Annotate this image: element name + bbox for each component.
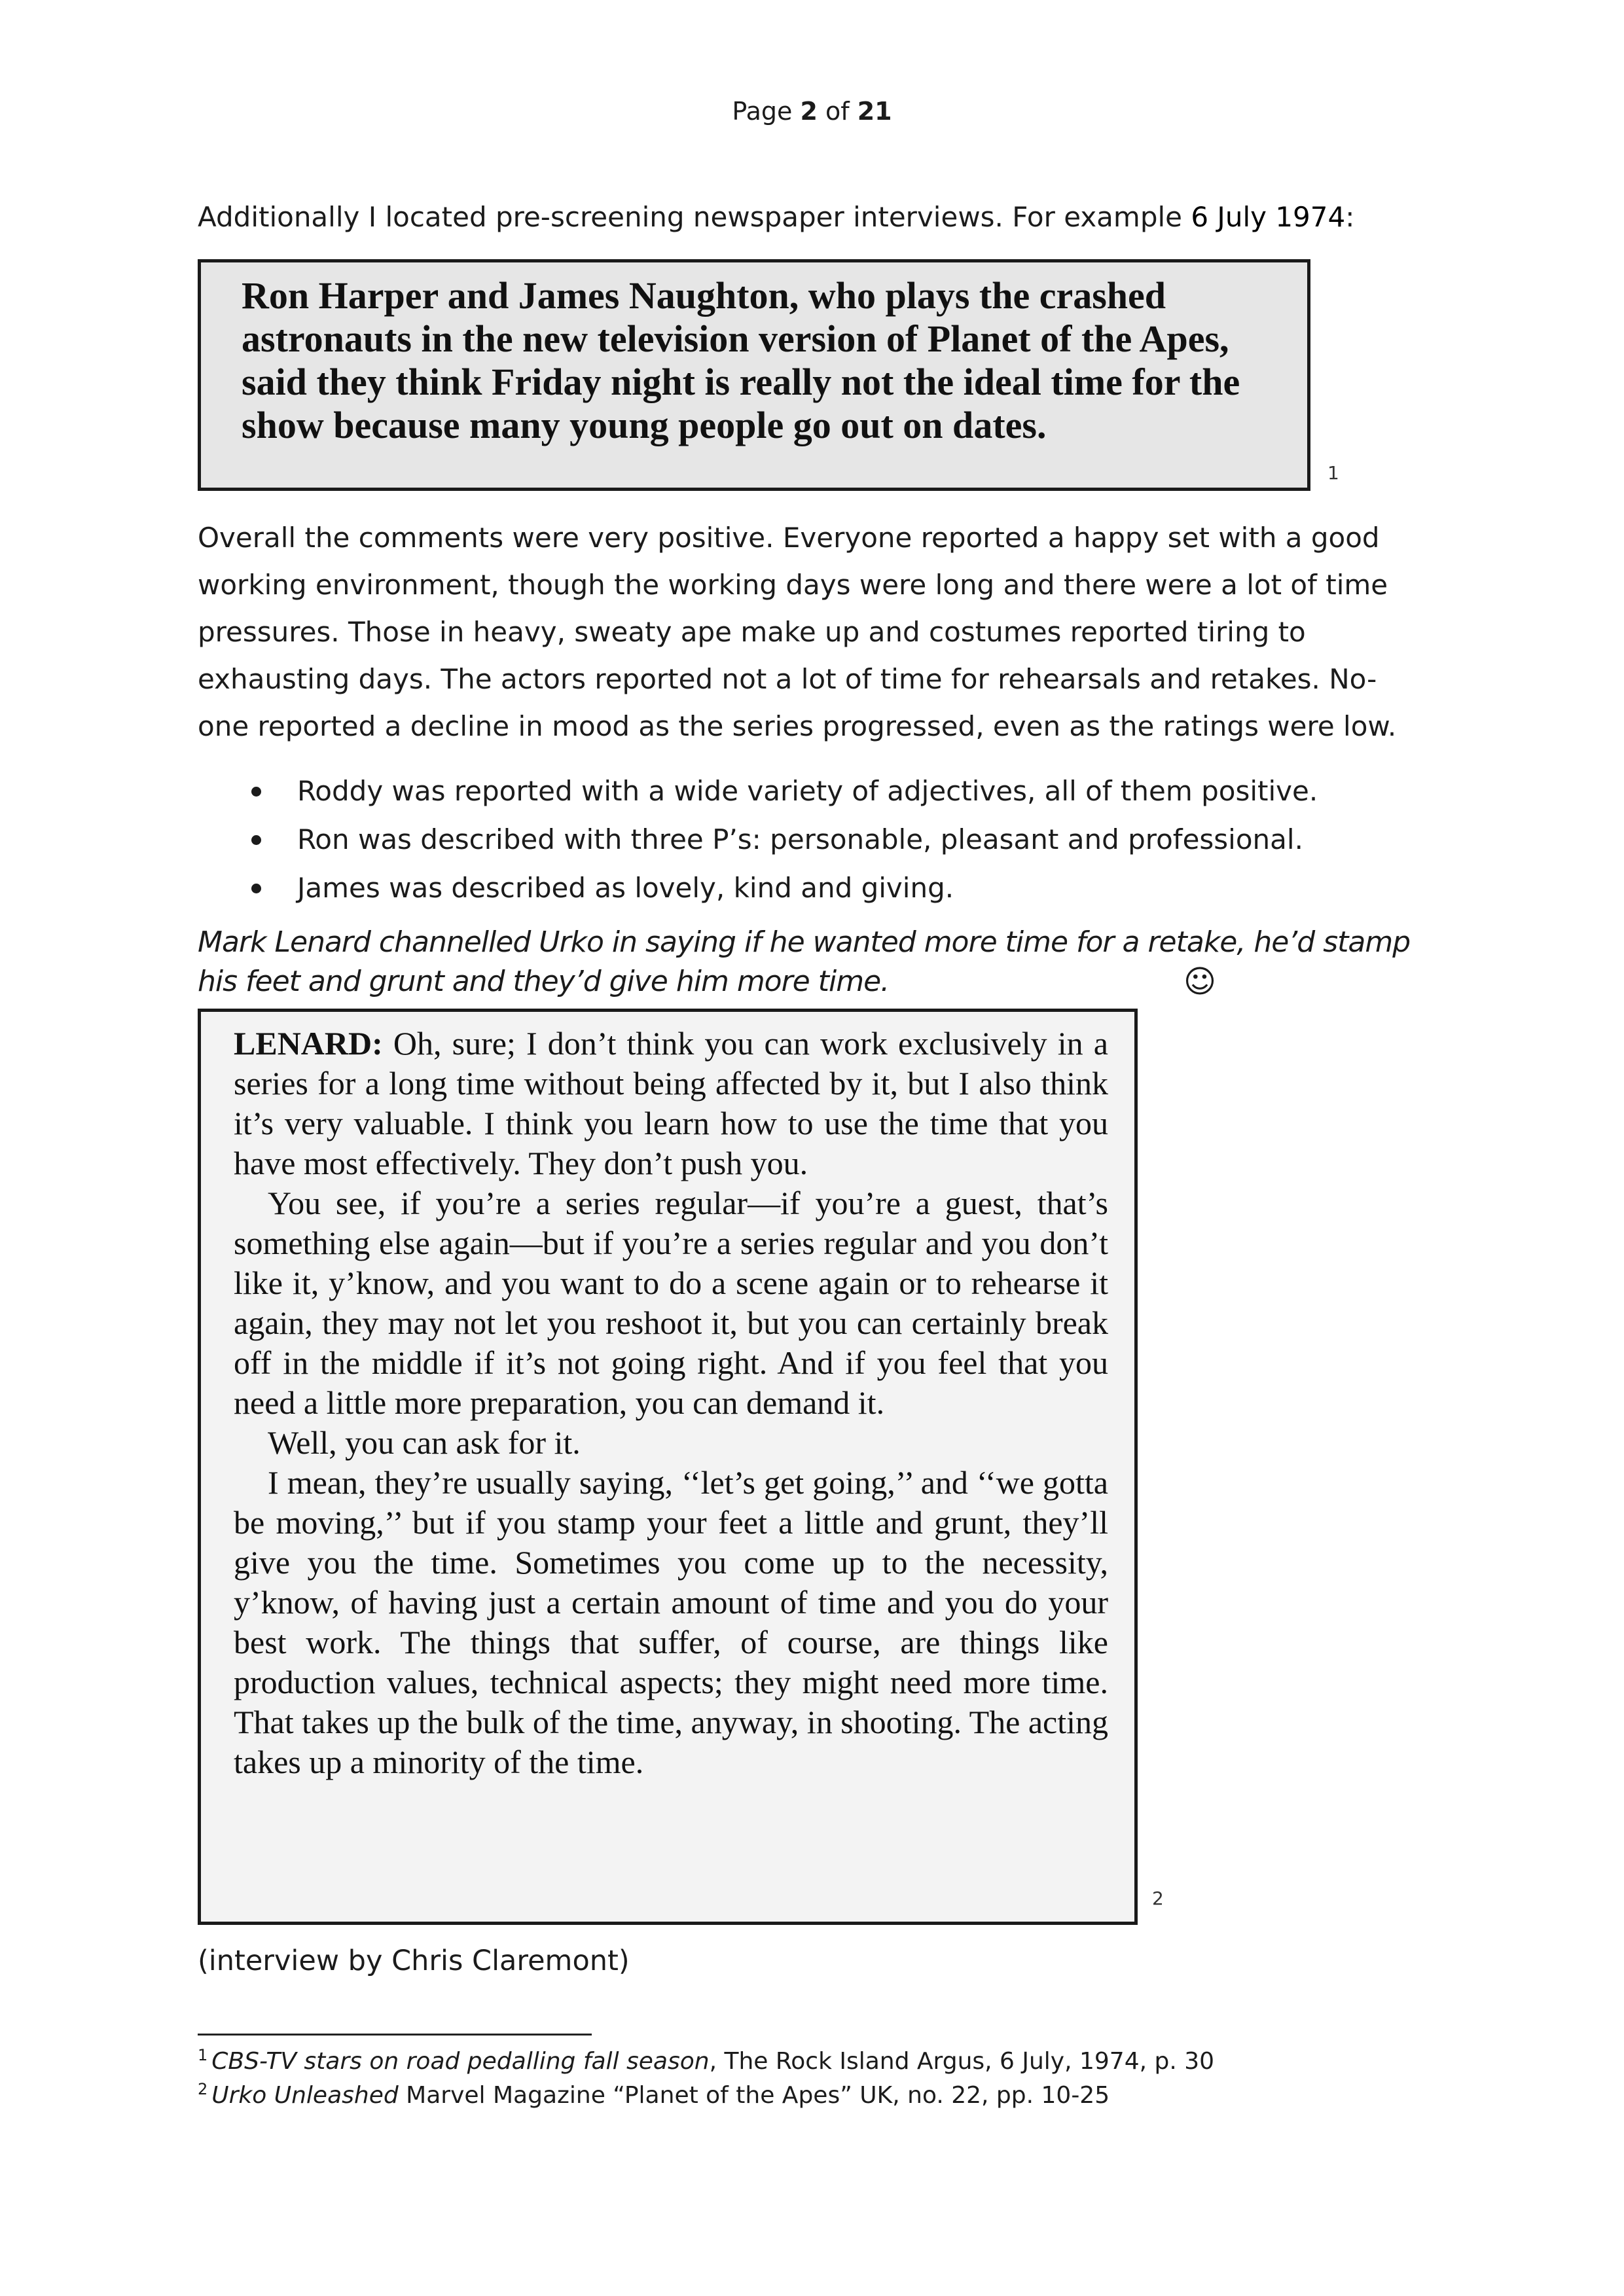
clipping-2-para-1: LENARD: Oh, sure; I don’t think you can work exclusively in a series for a long time without being affected by it, but I also think it’s very valuable. I think you learn how to use the time that you have most effectively. They don’t push you. [234, 1025, 1108, 1181]
clipping-1-text: Ron Harper and James Naughton, who plays the crashed astronauts in the new television version of Planet of the Apes, said they think Friday night is really not the ideal time for the show because many young people go out on dates. [242, 274, 1240, 446]
bullet-icon [251, 787, 261, 797]
interview-credit: (interview by Chris Claremont) [198, 1945, 630, 1977]
page-prefix: Page [732, 97, 793, 126]
list-item: Ron was described with three P’s: personable, pleasant and professional. [198, 816, 1409, 864]
footnote-2-title: Urko Unleashed [211, 2082, 399, 2109]
clipping-2-para-4: I mean, they’re usually saying, ‘‘let’s get going,’’ and ‘‘we gotta be moving,’’ but if you stamp your feet a little and grunt, they’ll give you the time. Sometimes you come up to the necessity, y’know, of having just a certain amount of time and you do your best work. The things that suffer, of course, are things like production values, technical aspects; they might need more time. That takes up the bulk of the time, anyway, in shooting. The acting takes up a minority of the time. [234, 1464, 1108, 1780]
newspaper-clipping-1 [198, 259, 1310, 491]
italic-paragraph: Mark Lenard channelled Urko in saying if he wanted more time for a retake, he’d stamp his feet and grunt and they’d give him more time. [198, 925, 1411, 998]
intro-text: Additionally I located pre-screening newspaper interviews. For example [198, 201, 1191, 233]
page-number: 2 [800, 97, 818, 126]
footnote-1: $^1$ CBS-TV stars on road pedalling fall season, The Rock Island Argus, 6 July, 1974, p. 30 [198, 2046, 1215, 2075]
bullet-icon [251, 835, 261, 845]
clipping-2-para-2: You see, if you’re a series regular—if you’re a guest, that’s something else again—but if you’re a series regular and you don’t like it, y’know, and you want to do a scene again or to rehearse it again, they may not let you reshoot it, but you can certainly break off in the middle if it’s not going right. And if you feel that you need a little more preparation, you can demand it. [234, 1185, 1108, 1421]
page-header [0, 97, 1624, 126]
smiley-icon: ☺ [1183, 963, 1217, 1000]
bullet-icon [251, 884, 261, 893]
footnote-marker-2: 2 [1152, 1888, 1164, 1909]
intro-suffix: : [1345, 201, 1355, 233]
speaker-label: LENARD: [234, 1025, 383, 1062]
footnote-1-title: CBS-TV stars on road pedalling fall season [211, 2048, 710, 2075]
intro-paragraph [198, 194, 1428, 241]
intro-date: 6 July 1974 [1191, 201, 1346, 233]
list-item: James was described as lovely, kind and giving. [198, 864, 1409, 912]
clipping-2-para-3: Well, you can ask for it. [268, 1424, 581, 1461]
footnote-2: $^2$ Urko Unleashed Marvel Magazine “Planet of the Apes” UK, no. 22, pp. 10-25 [198, 2080, 1110, 2109]
bullet-list [198, 767, 1409, 912]
overall-paragraph: Overall the comments were very positive. Everyone reported a happy set with a good working environment, though the working days were long and there were a lot of time pressures. Those in heavy, sweaty ape make up and costumes reported tiring to exhausting days. The actors reported not a lot of time for rehearsals and retakes. No-one reported a decline in mood as the series progressed, even as the ratings were low. [198, 522, 1397, 742]
footnote-marker-1: 1 [1327, 462, 1339, 484]
clipping-2-text [234, 1024, 1108, 1782]
page-of: of [825, 97, 850, 126]
page-total: 21 [857, 97, 892, 126]
footnote-divider [198, 2034, 592, 2036]
list-item: Roddy was reported with a wide variety of adjectives, all of them positive. [198, 767, 1409, 816]
magazine-clipping-2 [198, 1009, 1138, 1925]
